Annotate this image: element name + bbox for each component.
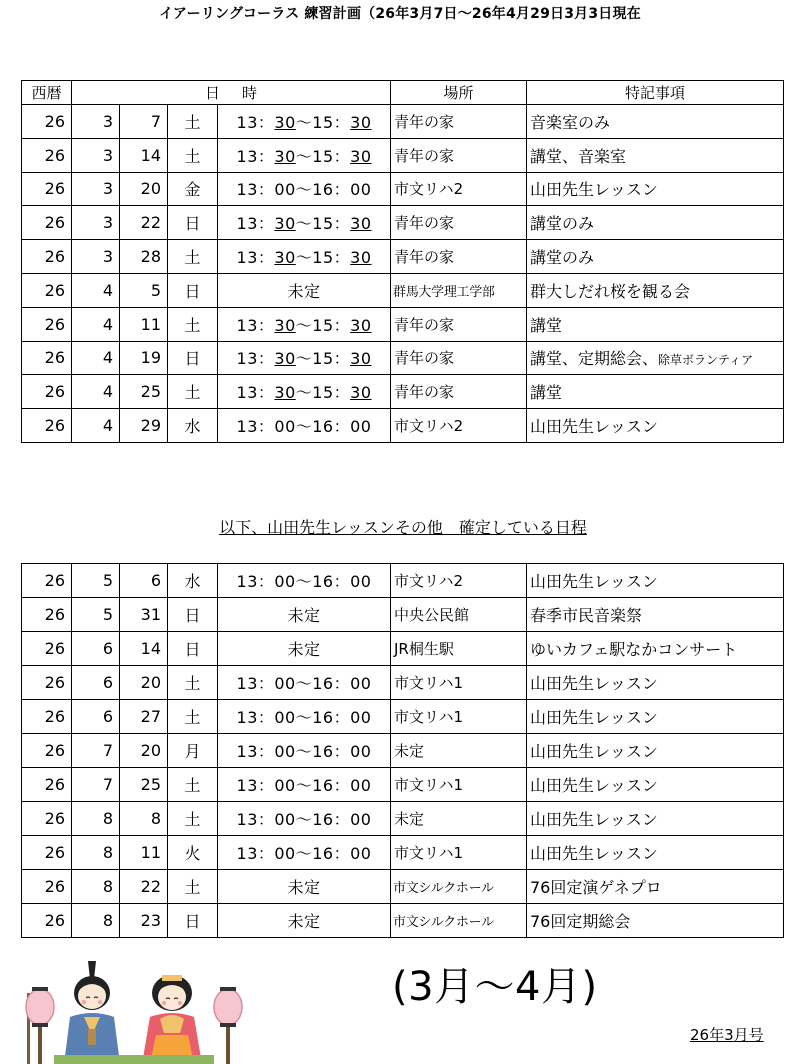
table-row [22, 700, 784, 734]
time-cell: 未定 [218, 273, 391, 307]
time-segment: 30 [350, 349, 372, 369]
time-segment: 30 [274, 214, 296, 234]
place-cell: 市文シルクホール [391, 870, 527, 904]
weekday-cell: 土 [168, 105, 218, 139]
weekday-cell: 月 [168, 734, 218, 768]
table-row [22, 768, 784, 802]
time-cell [218, 341, 391, 375]
note-cell: 76回定演ゲネプロ [527, 870, 784, 904]
weekday-cell: 日 [168, 341, 218, 375]
weekday-cell: 日 [168, 904, 218, 938]
year-cell: 26 [22, 341, 72, 375]
time-segment: 30 [350, 146, 372, 166]
day-cell: 8 [120, 802, 168, 836]
table-row [22, 632, 784, 666]
month-cell: 8 [72, 904, 120, 938]
note-cell: 春季市民音楽祭 [527, 598, 784, 632]
page-title: イアーリングコーラス 練習計画（26年3月7日～26年4月29日3月3日現在 [159, 6, 641, 22]
place-cell: 未定 [391, 802, 527, 836]
month-cell: 3 [72, 172, 120, 206]
time-segment: 30 [350, 214, 372, 234]
note-cell: 山田先生レッスン [527, 768, 784, 802]
place-cell: 群馬大学理工学部 [391, 273, 527, 307]
table-row [22, 138, 784, 172]
day-cell: 20 [120, 172, 168, 206]
month-cell: 5 [72, 564, 120, 598]
place-cell: 青年の家 [391, 341, 527, 375]
note-text: 講堂のみ [530, 214, 595, 234]
day-cell: 20 [120, 734, 168, 768]
place-cell: 青年の家 [391, 138, 527, 172]
table-row [22, 598, 784, 632]
time-segment: ～15： [295, 112, 351, 132]
weekday-cell: 土 [168, 307, 218, 341]
empress-doll [142, 975, 202, 1064]
month-cell: 7 [72, 734, 120, 768]
table-row [22, 375, 784, 409]
day-cell: 29 [120, 409, 168, 443]
emperor-doll [64, 961, 120, 1064]
place-cell: 青年の家 [391, 206, 527, 240]
month-cell: 8 [72, 836, 120, 870]
place-cell: 市文リハ2 [391, 564, 527, 598]
year-cell: 26 [22, 598, 72, 632]
time-segment: 30 [350, 248, 372, 268]
table-row [22, 904, 784, 938]
time-cell: 13：00～16：00 [218, 666, 391, 700]
time-segment: 13： [236, 383, 275, 403]
year-cell: 26 [22, 768, 72, 802]
weekday-cell: 金 [168, 172, 218, 206]
time-cell: 未定 [218, 632, 391, 666]
time-segment: 13： [236, 146, 275, 166]
month-cell: 3 [72, 105, 120, 139]
month-cell: 6 [72, 666, 120, 700]
month-cell: 4 [72, 273, 120, 307]
day-cell: 11 [120, 836, 168, 870]
place-cell: 市文シルクホール [391, 904, 527, 938]
place-cell: 青年の家 [391, 307, 527, 341]
header-place: 場所 [391, 81, 527, 105]
place-cell: 市文リハ1 [391, 700, 527, 734]
day-cell: 14 [120, 138, 168, 172]
year-cell: 26 [22, 666, 72, 700]
note-cell: 山田先生レッスン [527, 564, 784, 598]
month-cell: 3 [72, 240, 120, 274]
weekday-cell: 日 [168, 273, 218, 307]
header-notes: 特記事項 [527, 81, 784, 105]
year-cell: 26 [22, 172, 72, 206]
day-cell: 31 [120, 598, 168, 632]
note-cell [527, 138, 784, 172]
weekday-cell: 土 [168, 666, 218, 700]
time-segment: 30 [274, 146, 296, 166]
place-cell: 青年の家 [391, 375, 527, 409]
weekday-cell: 土 [168, 138, 218, 172]
place-cell: 市文リハ1 [391, 836, 527, 870]
table-row [22, 341, 784, 375]
practice-schedule-table [21, 80, 784, 443]
year-cell: 26 [22, 206, 72, 240]
confirmed-schedule-table [21, 563, 784, 938]
day-cell: 14 [120, 632, 168, 666]
doll-platform [54, 1055, 214, 1064]
note-text: 山田先生レッスン [530, 417, 658, 437]
weekday-cell: 水 [168, 409, 218, 443]
weekday-cell: 土 [168, 768, 218, 802]
time-segment: 13： [236, 214, 275, 234]
time-segment: 30 [350, 383, 372, 403]
month-cell: 4 [72, 375, 120, 409]
time-segment: 30 [274, 383, 296, 403]
note-cell [527, 105, 784, 139]
month-cell: 4 [72, 307, 120, 341]
weekday-cell: 土 [168, 375, 218, 409]
issue-label: 26年3月号 [690, 1026, 764, 1044]
month-cell: 4 [72, 409, 120, 443]
table-row [22, 409, 784, 443]
left-lantern [26, 987, 54, 1064]
weekday-cell: 土 [168, 700, 218, 734]
year-cell: 26 [22, 375, 72, 409]
place-cell: JR桐生駅 [391, 632, 527, 666]
table-row [22, 734, 784, 768]
day-cell: 22 [120, 206, 168, 240]
time-segment: ～15： [295, 383, 351, 403]
day-cell: 7 [120, 105, 168, 139]
time-cell [218, 375, 391, 409]
weekday-cell: 火 [168, 836, 218, 870]
time-cell: 13：00～16：00 [218, 172, 391, 206]
note-cell: 山田先生レッスン [527, 836, 784, 870]
time-segment: ～15： [295, 214, 351, 234]
note-text: 講堂、音楽室 [530, 146, 627, 166]
day-cell: 23 [120, 904, 168, 938]
table-row [22, 870, 784, 904]
place-cell: 未定 [391, 734, 527, 768]
period-label: (3月～4月) [392, 964, 598, 1010]
time-cell [218, 206, 391, 240]
time-segment: ～15： [295, 349, 351, 369]
year-cell: 26 [22, 734, 72, 768]
weekday-cell: 土 [168, 870, 218, 904]
year-cell: 26 [22, 409, 72, 443]
year-cell: 26 [22, 802, 72, 836]
note-cell [527, 375, 784, 409]
time-segment: 30 [274, 112, 296, 132]
note-cell: 76回定期総会 [527, 904, 784, 938]
time-segment: 30 [274, 315, 296, 335]
weekday-cell: 日 [168, 598, 218, 632]
place-cell: 市文リハ1 [391, 768, 527, 802]
time-segment: ～15： [295, 248, 351, 268]
header-year: 西暦 [22, 81, 72, 105]
header-day: 日 [205, 84, 243, 102]
month-cell: 4 [72, 341, 120, 375]
day-cell: 22 [120, 870, 168, 904]
time-cell: 未定 [218, 904, 391, 938]
place-cell: 青年の家 [391, 240, 527, 274]
table-row [22, 240, 784, 274]
time-segment: ～15： [295, 146, 351, 166]
table-row [22, 836, 784, 870]
time-segment: 13： [236, 349, 275, 369]
weekday-cell: 土 [168, 240, 218, 274]
day-cell: 20 [120, 666, 168, 700]
year-cell: 26 [22, 836, 72, 870]
table-row [22, 172, 784, 206]
time-cell [218, 105, 391, 139]
table-header-row [22, 81, 784, 105]
weekday-cell: 土 [168, 802, 218, 836]
time-cell: 13：00～16：00 [218, 802, 391, 836]
note-text: 群大しだれ桜を観る会 [530, 281, 691, 301]
month-cell: 6 [72, 632, 120, 666]
weekday-cell: 水 [168, 564, 218, 598]
year-cell: 26 [22, 870, 72, 904]
table-row [22, 307, 784, 341]
note-text: 講堂 [530, 383, 563, 403]
table-row [22, 273, 784, 307]
year-cell: 26 [22, 632, 72, 666]
time-cell: 未定 [218, 870, 391, 904]
time-segment: ～15： [295, 315, 351, 335]
place-cell: 市文リハ1 [391, 666, 527, 700]
place-cell: 市文リハ2 [391, 172, 527, 206]
note-cell: ゆいカフェ駅なかコンサート [527, 632, 784, 666]
month-cell: 5 [72, 598, 120, 632]
year-cell: 26 [22, 904, 72, 938]
place-cell: 市文リハ2 [391, 409, 527, 443]
note-cell [527, 172, 784, 206]
time-segment: 13： [236, 112, 275, 132]
time-cell: 13：00～16：00 [218, 768, 391, 802]
month-cell: 8 [72, 802, 120, 836]
year-cell: 26 [22, 240, 72, 274]
month-cell: 6 [72, 700, 120, 734]
time-cell [218, 307, 391, 341]
table-row [22, 564, 784, 598]
month-cell: 3 [72, 206, 120, 240]
note-text: 講堂、定期総会、 [530, 349, 659, 369]
time-segment: 30 [350, 315, 372, 335]
note-small-text: 除草ボランティア [658, 353, 754, 368]
day-cell: 28 [120, 240, 168, 274]
time-segment: 13： [236, 248, 275, 268]
weekday-cell: 日 [168, 206, 218, 240]
table-row [22, 666, 784, 700]
right-lantern [214, 987, 242, 1064]
place-cell: 青年の家 [391, 105, 527, 139]
day-cell: 25 [120, 768, 168, 802]
confirmed-schedule-heading: 以下、山田先生レッスンその他 確定している日程 [219, 518, 587, 537]
time-cell: 13：00～16：00 [218, 734, 391, 768]
time-cell [218, 138, 391, 172]
time-cell: 未定 [218, 598, 391, 632]
hina-dolls-illustration [24, 955, 244, 1064]
note-cell [527, 240, 784, 274]
note-text: 山田先生レッスン [530, 180, 658, 200]
day-cell: 19 [120, 341, 168, 375]
time-cell: 13：00～16：00 [218, 700, 391, 734]
place-cell: 中央公民館 [391, 598, 527, 632]
table-row [22, 105, 784, 139]
header-datetime [72, 81, 391, 105]
year-cell: 26 [22, 105, 72, 139]
day-cell: 25 [120, 375, 168, 409]
note-cell: 山田先生レッスン [527, 666, 784, 700]
year-cell: 26 [22, 307, 72, 341]
note-cell [527, 341, 784, 375]
time-segment: 30 [274, 248, 296, 268]
month-cell: 8 [72, 870, 120, 904]
note-cell: 山田先生レッスン [527, 734, 784, 768]
weekday-cell: 日 [168, 632, 218, 666]
month-cell: 7 [72, 768, 120, 802]
time-cell: 13：00～16：00 [218, 409, 391, 443]
note-text: 講堂のみ [530, 248, 595, 268]
time-segment: 30 [274, 349, 296, 369]
month-cell: 3 [72, 138, 120, 172]
note-cell [527, 307, 784, 341]
day-cell: 6 [120, 564, 168, 598]
note-cell [527, 273, 784, 307]
day-cell: 27 [120, 700, 168, 734]
day-cell: 5 [120, 273, 168, 307]
note-cell: 山田先生レッスン [527, 802, 784, 836]
year-cell: 26 [22, 273, 72, 307]
time-cell: 13：00～16：00 [218, 564, 391, 598]
day-cell: 11 [120, 307, 168, 341]
note-cell: 山田先生レッスン [527, 700, 784, 734]
note-text: 音楽室のみ [530, 112, 611, 132]
year-cell: 26 [22, 700, 72, 734]
time-cell: 13：00～16：00 [218, 836, 391, 870]
note-cell [527, 409, 784, 443]
year-cell: 26 [22, 564, 72, 598]
table-row [22, 802, 784, 836]
year-cell: 26 [22, 138, 72, 172]
note-text: 講堂 [530, 315, 563, 335]
table-row [22, 206, 784, 240]
time-segment: 13： [236, 315, 275, 335]
header-time: 時 [242, 84, 258, 102]
time-segment: 30 [350, 112, 372, 132]
note-cell [527, 206, 784, 240]
time-cell [218, 240, 391, 274]
